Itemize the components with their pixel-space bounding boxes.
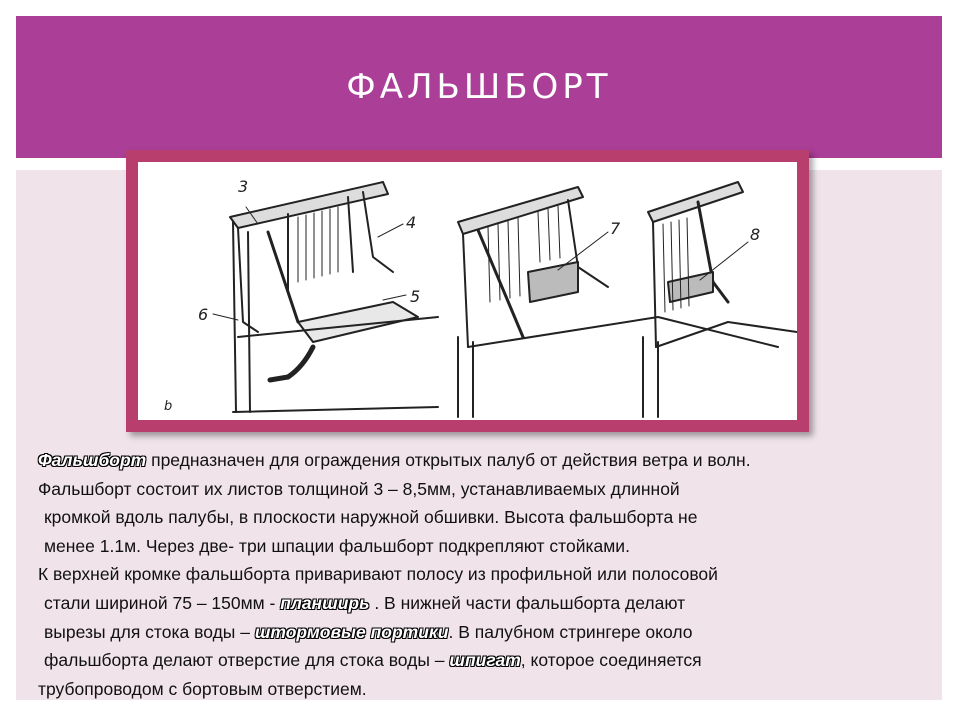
text-line: менее 1.1м. Через две- три шпации фальшборт подкрепляют стойками.: [44, 535, 630, 556]
text-segment: вырезы для стока воды –: [44, 621, 255, 642]
figure-label-7: 7: [610, 219, 621, 238]
figure-label-3: 3: [238, 177, 249, 196]
text-line: Фальшборт состоит их листов толщиной 3 – 8,5мм, устанавливаемых длинной: [38, 478, 680, 499]
text-line: трубопроводом с бортовым отверстием.: [38, 678, 367, 699]
text-segment: , которое соединяется: [520, 650, 702, 671]
body-text: [38, 446, 948, 703]
text-line: К верхней кромке фальшборта приваривают полосу из профильной или полосовой: [38, 564, 718, 585]
title-bar: [16, 16, 942, 158]
text-segment: фальшборта делают отверстие для стока воды –: [44, 650, 450, 671]
text-line: [38, 589, 948, 618]
text-segment: предназначен для ограждения открытых палуб от действия ветра и волн.: [146, 450, 751, 470]
slide-title: ФАЛЬШБОРТ: [346, 67, 612, 107]
text-segment: . В нижней части фальшборта делают: [369, 592, 686, 613]
text-segment: стали шириной 75 – 150мм -: [44, 592, 281, 613]
term-storm-ports: штормовые портики: [254, 621, 449, 642]
figure-label-b: b: [164, 399, 173, 414]
text-line: кромкой вдоль палубы, в плоскости наружной обшивки. Высота фальшборта не: [44, 507, 698, 528]
term-falshbort: Фальшборт: [38, 450, 147, 470]
figure-label-4: 4: [406, 213, 417, 232]
figure-frame: [126, 150, 809, 432]
figure-label-8: 8: [750, 225, 761, 244]
figure-label-6: 6: [198, 305, 209, 324]
term-planshir: планширь: [280, 592, 370, 613]
text-line: [38, 618, 948, 647]
text-line: [38, 446, 948, 475]
term-shpigat: шпигат: [449, 650, 521, 671]
bulwark-illustration: [138, 162, 797, 420]
figure-label-5: 5: [410, 287, 421, 306]
text-line: [38, 646, 948, 675]
text-segment: . В палубном стрингере около: [448, 621, 693, 642]
